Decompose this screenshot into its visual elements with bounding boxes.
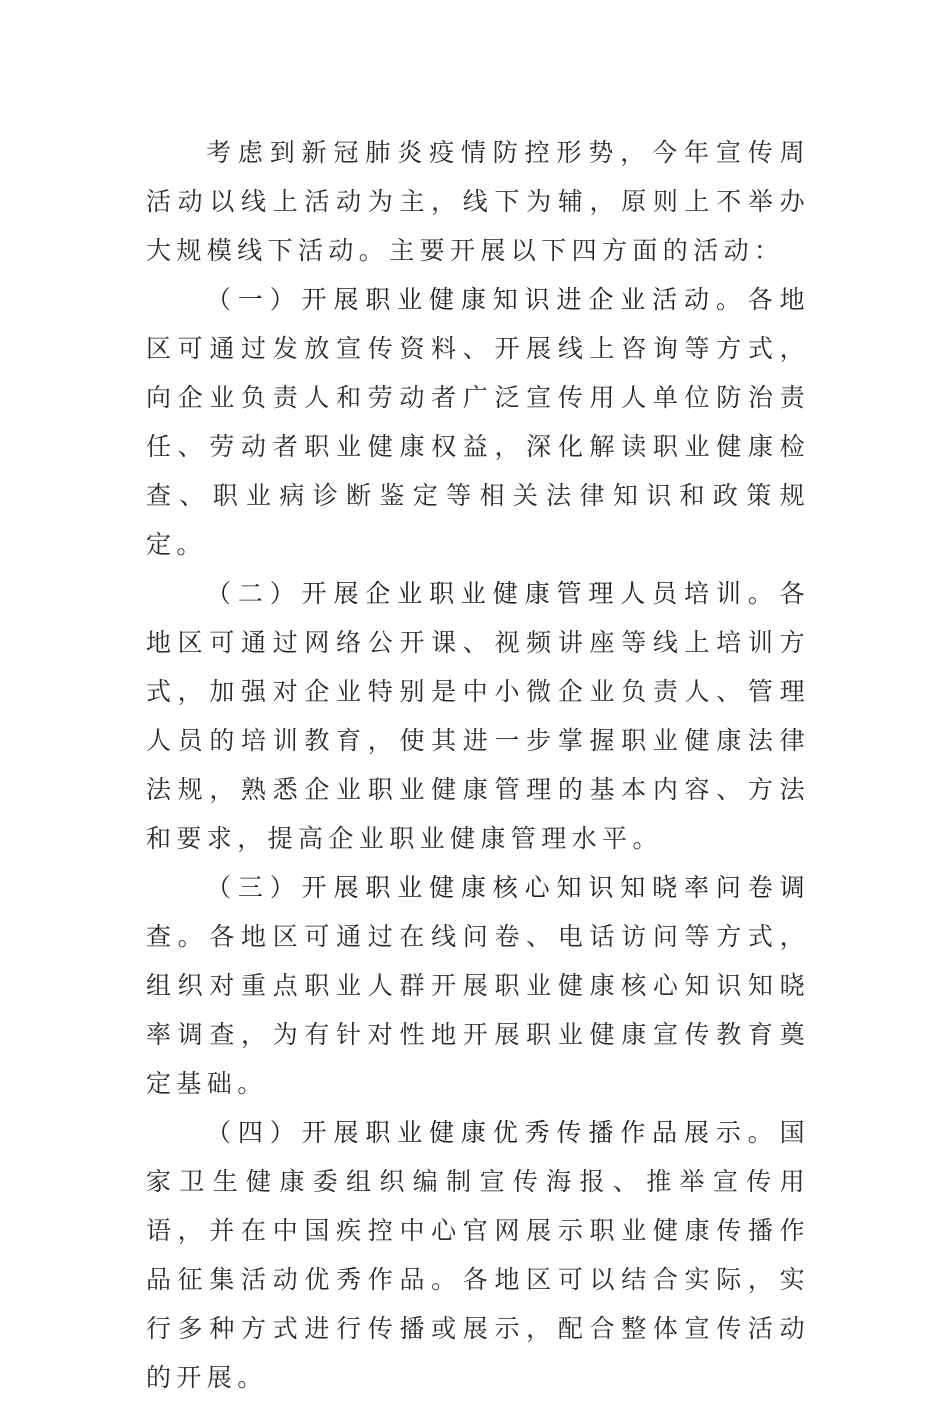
paragraph-text: 各地区可通过网络公开课、视频讲座等线上培训方式，加强对企业特别是中小微企业负责人、管理人员的培训教育，使其进一步掌握职业健康法律法规，熟悉企业职业健康管理的基本内容、方法和要求，提高企业职业健康管理水平。 — [146, 579, 810, 853]
paragraph-heading: （一）开展职业健康知识进企业活动。 — [206, 285, 748, 314]
paragraph-text: 各地区可通过发放宣传资料、开展线上咨询等方式，向企业负责人和劳动者广泛宣传用人单位防治责任、劳动者职业健康权益，深化解读职业健康检查、职业病诊断鉴定等相关法律知识和政策规定。 — [146, 285, 810, 559]
document-body — [146, 128, 810, 1402]
intro-paragraph — [146, 128, 810, 275]
activity-paragraph-3 — [146, 863, 810, 1108]
paragraph-text: 考虑到新冠肺炎疫情防控形势，今年宣传周活动以线上活动为主，线下为辅，原则上不举办大规模线下活动。主要开展以下四方面的活动： — [146, 138, 810, 265]
activity-paragraph-1 — [146, 275, 810, 569]
paragraph-heading: （四）开展职业健康优秀传播作品展示。 — [206, 1118, 780, 1147]
paragraph-heading: （二）开展企业职业健康管理人员培训。 — [206, 579, 780, 608]
paragraph-text: 国家卫生健康委组织编制宣传海报、推举宣传用语，并在中国疾控中心官网展示职业健康传播作品征集活动优秀作品。各地区可以结合实际，实行多种方式进行传播或展示，配合整体宣传活动的开展。 — [146, 1118, 810, 1392]
paragraph-text: 各地区可通过在线问卷、电话访问等方式，组织对重点职业人群开展职业健康核心知识知晓率调查，为有针对性地开展职业健康宣传教育奠定基础。 — [146, 922, 810, 1098]
paragraph-heading: （三）开展职业健康核心知识知晓率问卷调查。 — [146, 873, 810, 951]
activity-paragraph-4 — [146, 1108, 810, 1402]
activity-paragraph-2 — [146, 569, 810, 863]
